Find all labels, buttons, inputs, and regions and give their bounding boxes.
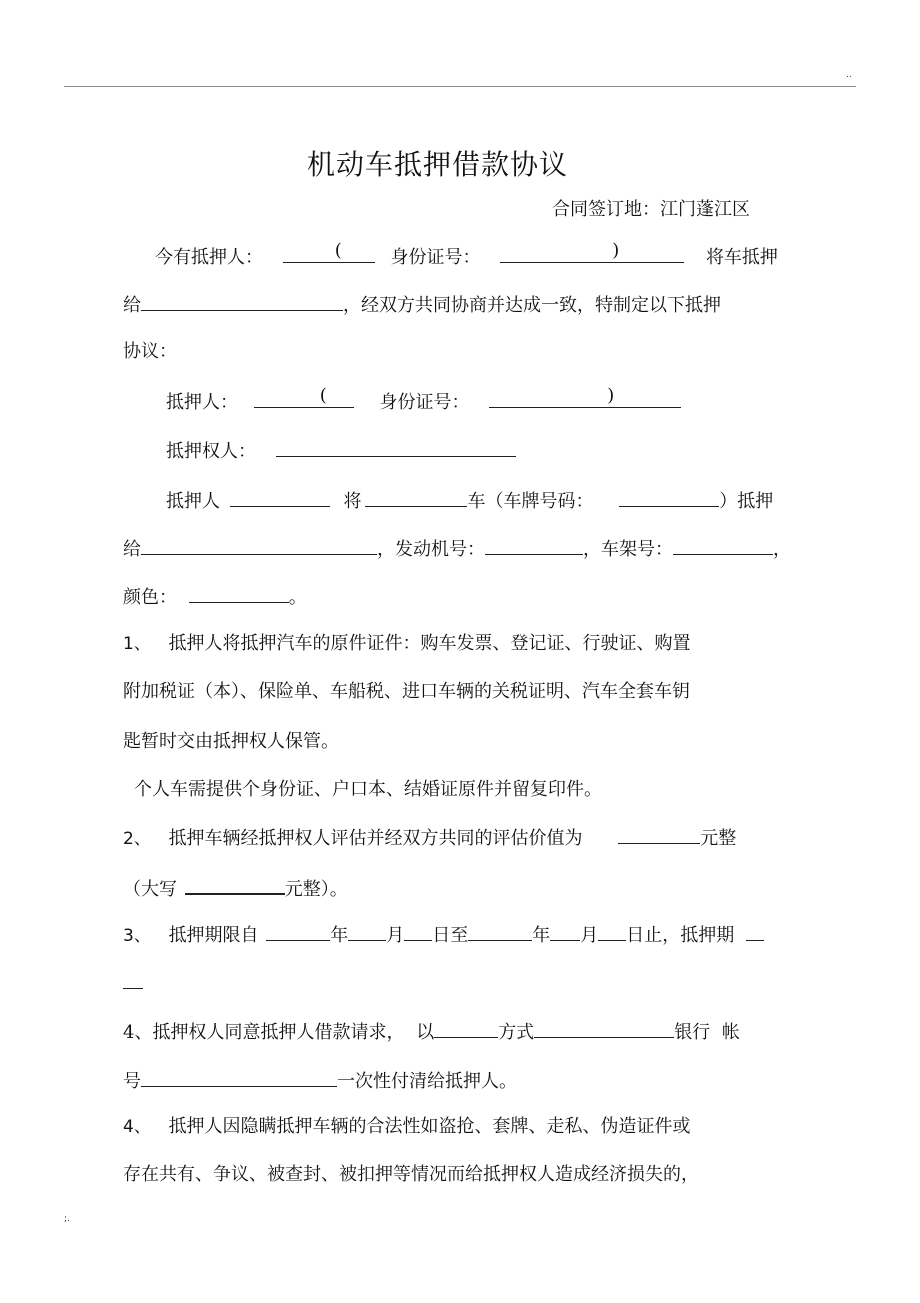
mortgagor-id-label: 身份证号：	[379, 392, 470, 413]
vehicle-line-3	[123, 584, 307, 610]
clause-1-line-2: 附加税证（本）、保险单、车船税、进口车辆的关税证明、汽车全套车钥	[123, 681, 690, 702]
account-number-blank	[141, 1068, 337, 1087]
clause-4a-line-1	[123, 1019, 740, 1045]
clause-2-number: 2、	[123, 829, 151, 849]
header-mark: ..	[846, 70, 852, 80]
vehicle-line-3-end: 。	[288, 587, 307, 608]
end-day-label: 日止，抵押期	[626, 925, 735, 946]
clause-4b-text-1: 抵押人因隐瞒抵押车辆的合法性如盗抢、套牌、走私、伪造证件或	[168, 1116, 691, 1137]
start-year-label: 年	[330, 925, 349, 946]
page-title: 机动车抵押借款协议	[307, 148, 569, 181]
clause-1-number: 1、	[123, 634, 151, 654]
clause-2-unit: 元整	[700, 828, 737, 849]
clause-4a-line-2	[123, 1068, 517, 1094]
clause-3-start-label: 抵押期限自	[168, 925, 259, 946]
signing-place: 合同签订地：江门蓬江区	[552, 199, 750, 220]
clause-4a-end: 一次性付清给抵押人。	[337, 1071, 517, 1092]
vehicle-line-1	[166, 488, 773, 514]
clause-1-line-1	[123, 632, 691, 656]
clause-4b-line-1	[123, 1115, 691, 1139]
engine-number-blank	[485, 536, 583, 555]
clause-2-line-2	[123, 875, 348, 902]
end-day-blank	[598, 922, 626, 941]
bank-name-blank	[534, 1019, 674, 1038]
intro-line-3: 协议：	[123, 341, 177, 362]
start-day-to-label: 日至	[432, 925, 469, 946]
color-label: 颜色：	[123, 587, 177, 608]
intro-line-1-end: 将车抵押	[705, 247, 778, 268]
intro-line-2-end: ，经双方共同协商并达成一致，特制定以下抵押	[343, 295, 721, 316]
end-month-label: 月	[580, 925, 599, 946]
clause-1-text-1: 抵押人将抵押汽车的原件证件：购车发票、登记证、行驶证、购置	[168, 633, 691, 654]
intro-mortgagor-label: 今有抵押人：	[155, 247, 263, 268]
header-rule	[64, 86, 856, 87]
footer-mark: ;.	[64, 1214, 70, 1224]
end-month-blank	[550, 922, 580, 941]
start-month-label: 月	[386, 925, 405, 946]
end-year-blank	[468, 922, 532, 941]
clause-4a-number-label: 号	[123, 1071, 141, 1092]
clause-4b-line-2: 存在共有、争议、被查封、被扣押等情况而给抵押权人造成经济损失的，	[123, 1164, 699, 1185]
vehicle-plate-label: 车（车牌号码：	[467, 491, 594, 512]
engine-number-label: ，发动机号：	[377, 539, 485, 560]
clause-4a-bank-label: 银行	[674, 1022, 711, 1043]
vehicle-mortgagor-blank	[230, 488, 330, 507]
clause-2-text: 抵押车辆经抵押权人评估并经双方共同的评估价值为	[168, 828, 583, 849]
mortgagor-id-blank	[489, 385, 681, 408]
clause-3-line-1	[123, 922, 764, 948]
clause-2-line-1	[123, 825, 736, 851]
vehicle-mortgagor-label: 抵押人	[166, 491, 220, 512]
clause-1-line-3: 匙暂时交由抵押权人保管。	[123, 731, 339, 752]
vehicle-mortgagee-blank	[141, 536, 377, 555]
vehicle-give-label: 给	[123, 539, 141, 560]
mortgagor-line	[166, 385, 681, 415]
end-year-label: 年	[532, 925, 551, 946]
clause-4a-account-label: 帐	[721, 1022, 740, 1043]
intro-paren-close: )	[612, 240, 620, 261]
mortgagee-line	[166, 438, 516, 464]
intro-paren-open: (	[334, 240, 342, 261]
mortgagor-name-blank	[254, 385, 354, 408]
payment-method-blank	[434, 1019, 498, 1038]
vehicle-will-label: 将	[343, 491, 362, 512]
mortgagor-paren-open: (	[319, 385, 327, 406]
color-blank	[189, 584, 289, 603]
clause-4a-by-label: 以	[416, 1022, 435, 1043]
appraised-value-blank	[618, 825, 700, 844]
mortgagee-label: 抵押权人：	[166, 441, 256, 462]
vehicle-line-2-end: ，	[773, 539, 791, 560]
clause-4b-number: 4、	[123, 1117, 151, 1137]
clause-4a-text: 4、抵押权人同意抵押人借款请求，	[123, 1022, 405, 1043]
vehicle-plate-blank	[619, 488, 719, 507]
intro-id-blank	[500, 240, 684, 263]
vehicle-model-blank	[365, 488, 467, 507]
start-day-blank	[404, 922, 432, 941]
frame-number-blank	[673, 536, 773, 555]
clause-3-line-2	[123, 970, 143, 996]
intro-line-2	[123, 292, 721, 318]
term-blank-start	[746, 922, 764, 941]
term-blank-end	[123, 970, 143, 989]
intro-line-1	[155, 240, 778, 270]
mortgagee-name-blank	[276, 438, 516, 457]
intro-mortgagor-name-blank	[283, 240, 375, 263]
vehicle-line-2	[123, 536, 791, 562]
clause-1-line-4: 个人车需提供个身份证、户口本、结婚证原件并留复印件。	[134, 779, 602, 800]
clause-4a-method-label: 方式	[498, 1022, 535, 1043]
intro-id-label: 身份证号：	[390, 247, 481, 268]
intro-mortgagee-blank	[141, 292, 343, 311]
mortgagor-paren-close: )	[607, 385, 615, 406]
clause-2-capital-end: 元整）。	[284, 879, 348, 900]
vehicle-mortgage-label: ）抵押	[719, 491, 774, 512]
intro-give-label: 给	[123, 295, 141, 316]
capital-amount-blank	[185, 875, 285, 895]
start-year-blank	[266, 922, 330, 941]
start-month-blank	[348, 922, 386, 941]
clause-3-number: 3、	[123, 926, 151, 946]
frame-number-label: ，车架号：	[583, 539, 673, 560]
mortgagor-label: 抵押人：	[166, 392, 238, 413]
clause-2-capital-label: （大写	[123, 879, 177, 900]
